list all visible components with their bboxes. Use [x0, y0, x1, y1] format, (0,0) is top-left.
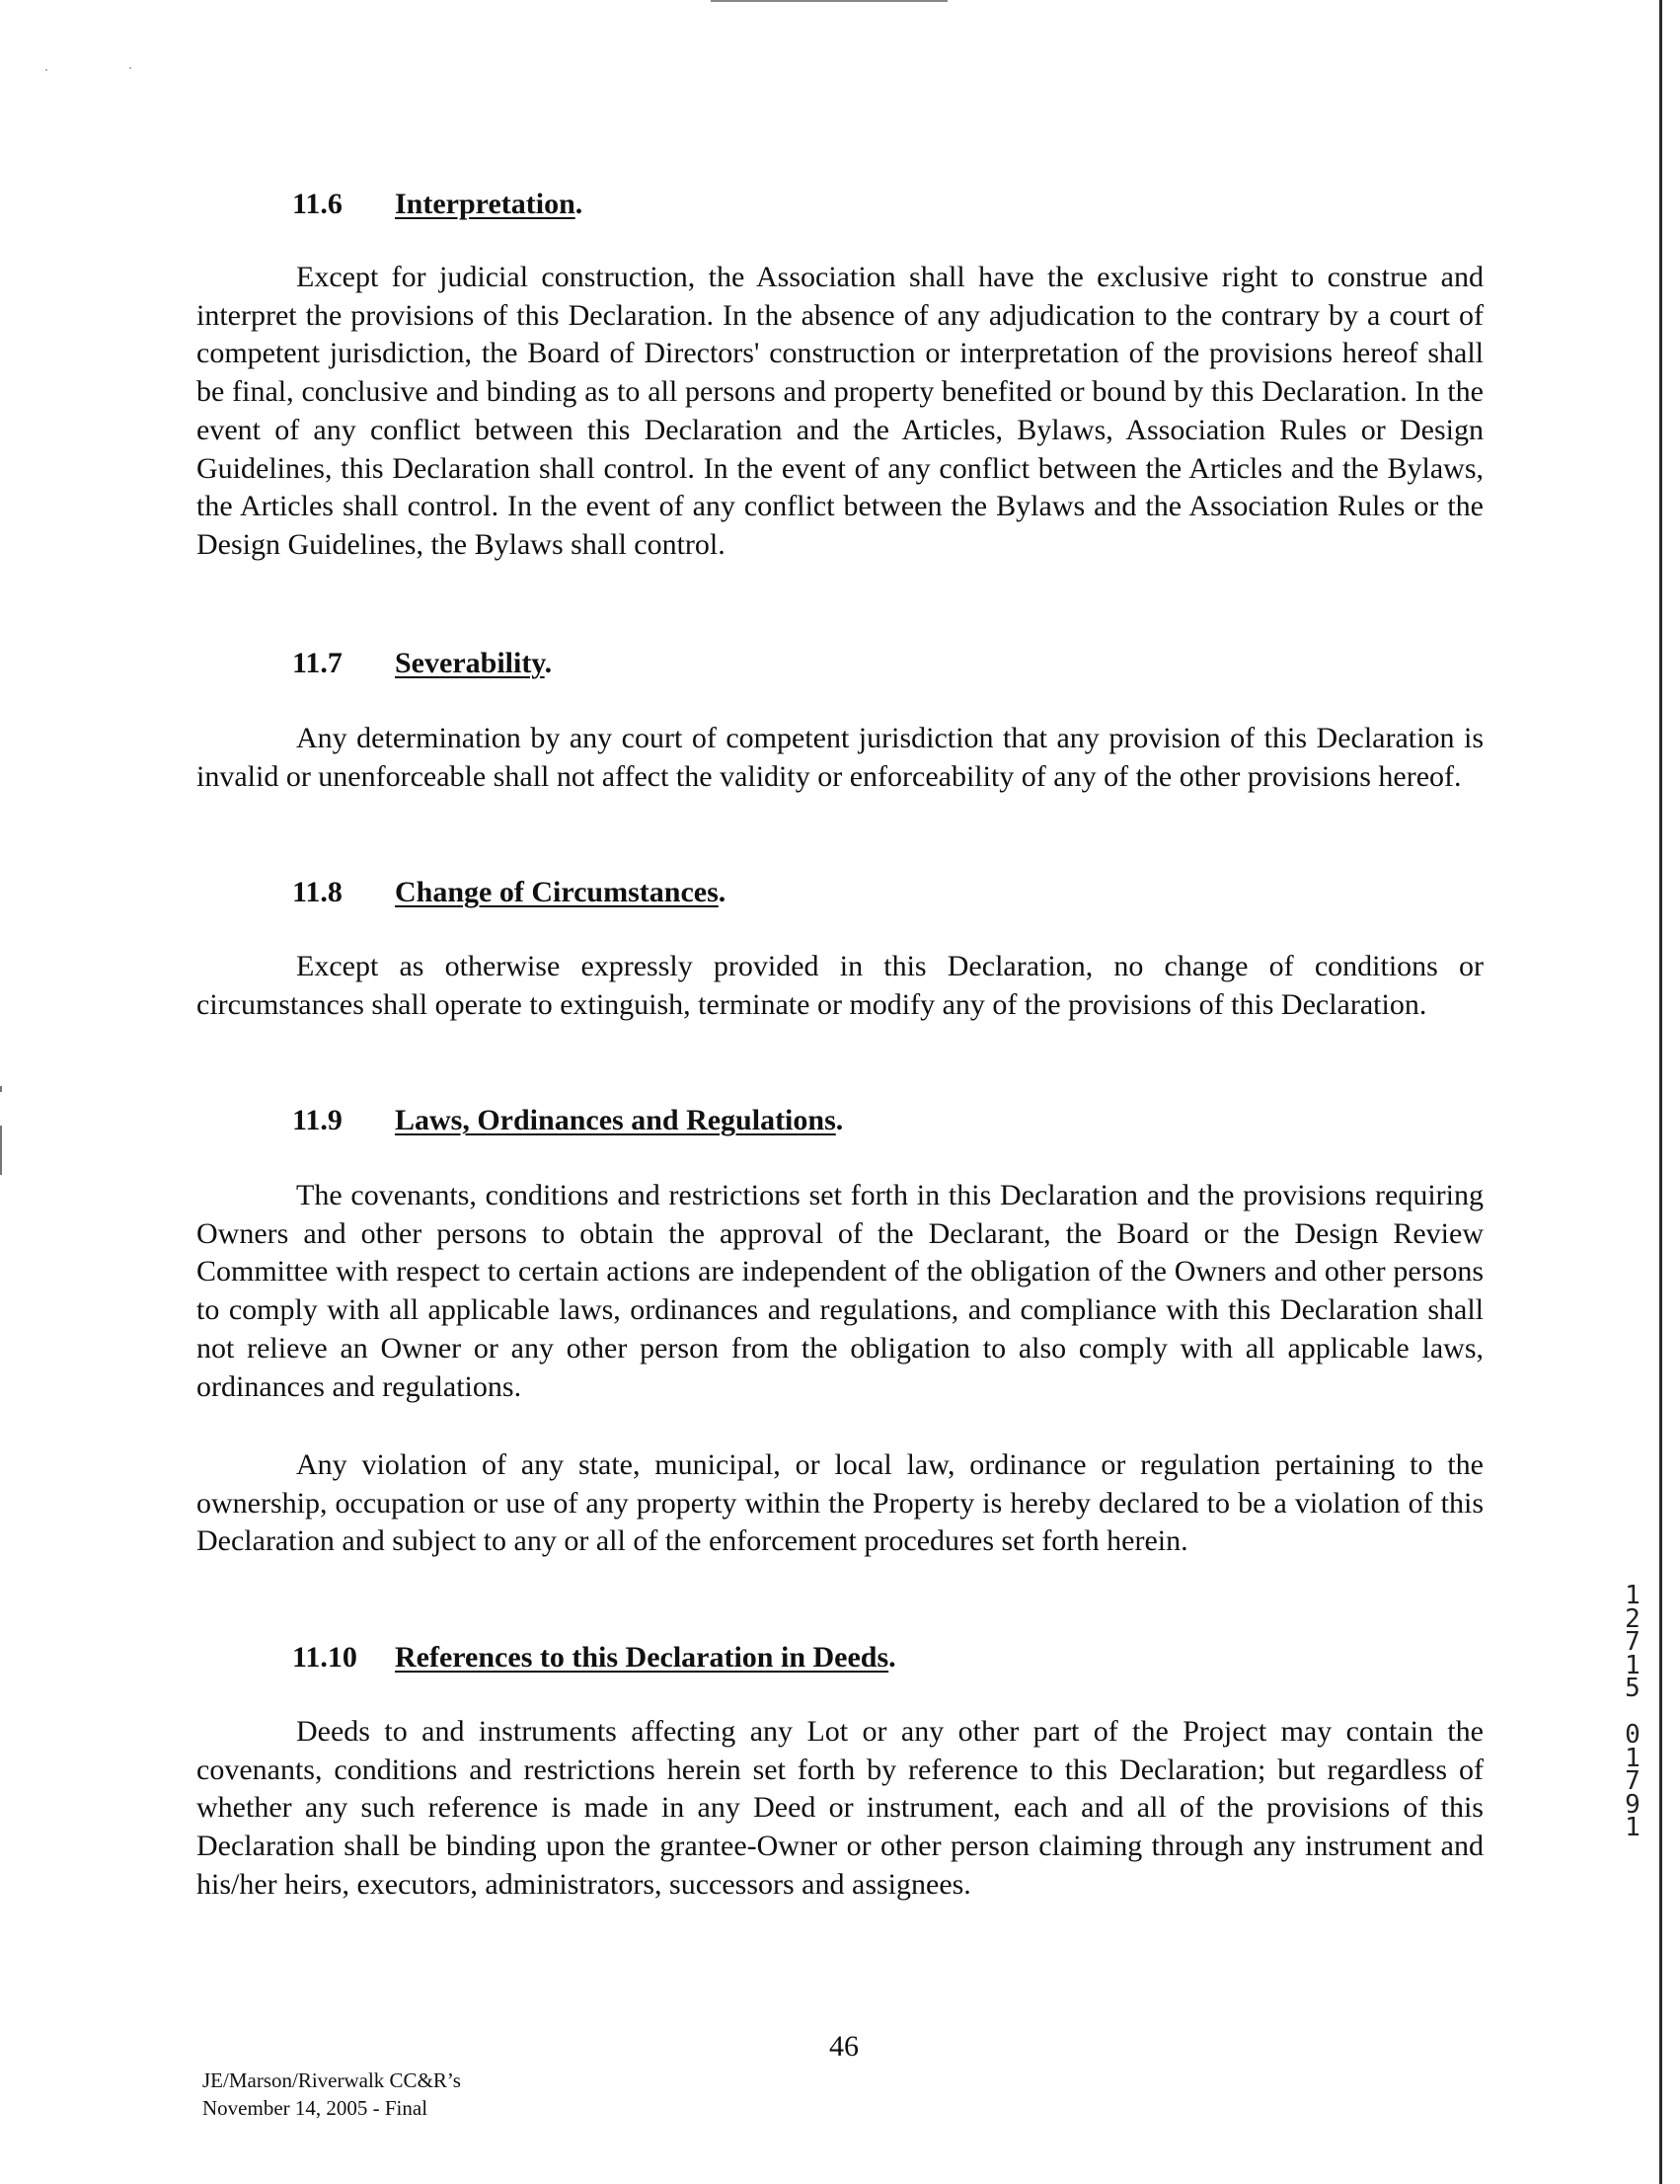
scan-top-rule: [711, 0, 948, 2]
recording-digit: 1: [1625, 1743, 1641, 1773]
section-title: Interpretation: [395, 188, 575, 220]
footer-line: November 14, 2005 - Final: [202, 2096, 428, 2120]
scan-speck: [129, 67, 131, 69]
recording-digit: 1: [1625, 1581, 1641, 1610]
scan-speck: [45, 69, 47, 71]
section-heading: 11.8 Change of Circumstances.: [292, 876, 726, 908]
section-number: 11.7: [292, 647, 343, 679]
recording-digit: 5: [1625, 1674, 1641, 1703]
scan-left-mark: [0, 1086, 2, 1092]
section-paragraph: Any determination by any court of competent jurisdiction that any provision of this Declaration is invalid or unenforceable shall not affect the validity or enforceability of any of the other provisions hereof.: [196, 722, 1484, 793]
recording-digit: 1: [1625, 1650, 1641, 1680]
section-number: 11.9: [292, 1104, 343, 1136]
section-paragraph: Except as otherwise expressly provided in this Declaration, no change of conditions or circumstances shall operate to extinguish, terminate or modify any of the provisions of this Declaration.: [196, 950, 1484, 1021]
section-paragraph: The covenants, conditions and restrictions set forth in this Declaration and the provisions requiring Owners and other persons to obtain the approval of the Declarant, the Board or the Design Review Committee with respect to certain actions are independent of the obligation of the Owners and other persons to comply with all applicable laws, ordinances and regulations, and compliance with this Declaration shall not relieve an Owner or any other person from the obligation to also comply with all applicable laws, ordinances and regulations.: [196, 1179, 1484, 1403]
scan-left-mark: [0, 1126, 2, 1175]
footer-line: JE/Marson/Riverwalk CC&R’s: [202, 2068, 461, 2092]
scan-right-edge: [1659, 0, 1662, 2184]
section-heading: 11.6 Interpretation.: [292, 188, 583, 220]
recording-digit: 7: [1625, 1766, 1641, 1796]
section-title: References to this Declaration in Deeds: [395, 1641, 889, 1674]
recording-digit: 1: [1625, 1813, 1641, 1842]
section-heading: 11.10 References to this Declaration in Deeds.: [292, 1641, 896, 1674]
section-title: Severability: [395, 647, 545, 679]
section-heading: 11.9 Laws, Ordinances and Regulations.: [292, 1104, 844, 1136]
recording-digit: 2: [1625, 1603, 1641, 1634]
section-title: Laws, Ordinances and Regulations: [395, 1104, 836, 1136]
section-number: 11.10: [292, 1641, 357, 1674]
section-paragraph: Except for judicial construction, the Association shall have the exclusive right to construe and interpret the provisions of this Declaration. In the absence of any adjudication to the contrary by a court of competent jurisdiction, the Board of Directors' construction or interpretation of the provisions hereof shall be final, conclusive and binding as to all persons and property benefited or bound by this Declaration. In the event of any conflict between this Declaration and the Articles, Bylaws, Association Rules or Design Guidelines, this Declaration shall control. In the event of any conflict between the Articles and the Bylaws, the Articles shall control. In the event of any conflict between the Bylaws and the Association Rules or the Design Guidelines, the Bylaws shall control.: [196, 261, 1484, 561]
recording-number: [1617, 1581, 1648, 1842]
section-paragraph: Deeds to and instruments affecting any Lot or any other part of the Project may contain the covenants, conditions and restrictions herein set forth by reference to this Declaration; but regardless of whether any such reference is made in any Deed or instrument, each and all of the provisions of this Declaration shall be binding upon the grantee-Owner or other person claiming through any instrument and his/her heirs, executors, administrators, successors and assignees.: [196, 1715, 1484, 1901]
recording-digit: 7: [1625, 1627, 1641, 1657]
page-number: 46: [829, 2030, 859, 2063]
footer: [202, 2067, 461, 2122]
section-title: Change of Circumstances: [395, 876, 719, 908]
section-heading: 11.7 Severability.: [292, 647, 553, 679]
section-paragraph: Any violation of any state, municipal, or local law, ordinance or regulation pertaining to the ownership, occupation or use of any property within the Property is hereby declared to be a violation of this Declaration and subject to any or all of the enforcement procedures set forth herein.: [196, 1448, 1484, 1558]
section-number: 11.6: [292, 188, 343, 220]
recording-digit: 0: [1625, 1720, 1641, 1750]
recording-digit: 9: [1625, 1789, 1641, 1820]
section-number: 11.8: [292, 876, 343, 908]
